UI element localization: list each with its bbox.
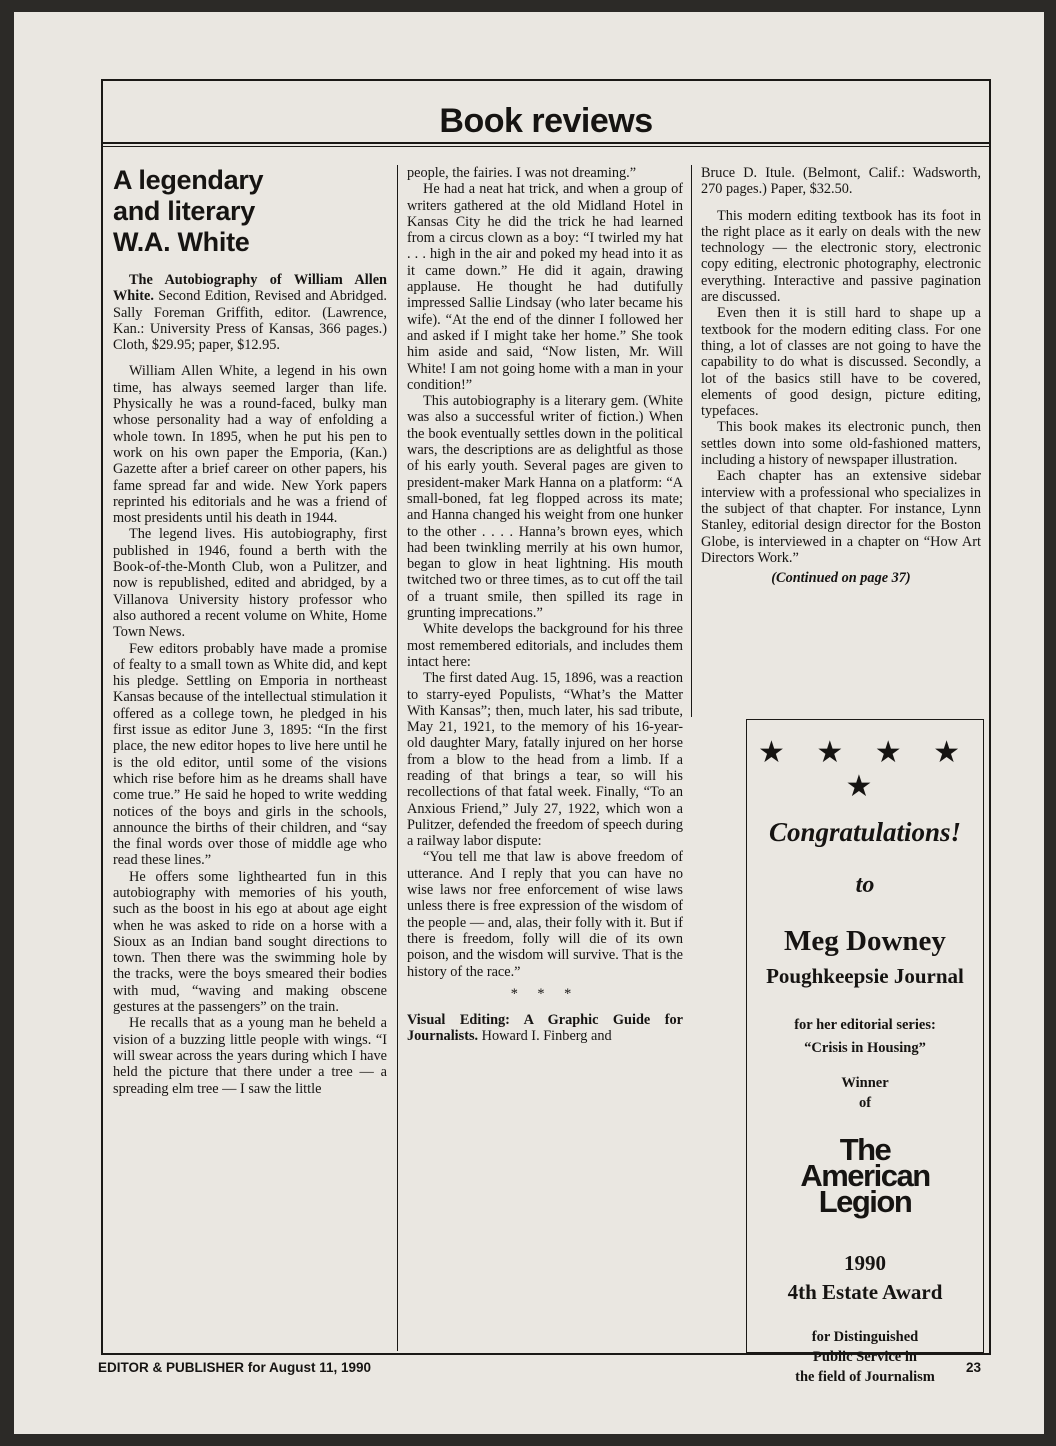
series-title: “Crisis in Housing”: [804, 1040, 926, 1056]
description-line: the field of Journalism: [795, 1369, 935, 1385]
book-details: Second Edition, Revised and Abridged. Sally Foreman Griffith, editor. (Lawrence, Kan.: University Press of Kansas, 366 pages.) Cloth, $29.95; paper, $12.95.: [113, 288, 387, 354]
american-legion-logo: [747, 1132, 983, 1219]
column-2: [407, 165, 683, 1045]
description-line: for Distinguished: [811, 1329, 919, 1345]
ad-congratulations: Congratulations!: [768, 817, 962, 847]
column-rule: [397, 165, 398, 1351]
logo-line: The: [839, 1132, 891, 1167]
continued-note: (Continued on page 37): [771, 570, 911, 587]
series-label: for her editorial series:: [794, 1017, 936, 1033]
award-description: [747, 1327, 983, 1387]
ad-to: to: [855, 872, 875, 898]
honoree-name: Meg Downey: [784, 925, 946, 957]
column-1: [113, 165, 387, 1097]
award-year: 1990: [844, 1251, 886, 1275]
title-rule: [103, 142, 989, 144]
book-citation: [407, 1012, 683, 1045]
logo-line: American: [800, 1158, 930, 1193]
book-title: Visual Editing: A Graphic Guide for Journalists.: [407, 1012, 683, 1045]
section-title: Book reviews: [439, 102, 653, 140]
paragraph: He offers some lighthearted fun in this autobiography with memories of his youth, such as the boost in his ego at about age eight when he was asked to ride on a horse with a Sioux as an Indian band sought directions to town. Then there was the swimming hole by the tracks, were the boys smeared their bodies with mud, “waving and making obscene gestures at the passengers” on the train.: [113, 868, 387, 1016]
column-rule: [691, 165, 692, 717]
headline-line: W.A. White: [113, 227, 250, 257]
section-separator: * * *: [510, 985, 580, 1002]
paragraph: White develops the background for his three most remembered editorials, and includes them intact here:: [407, 621, 683, 670]
award-name: 4th Estate Award: [787, 1280, 943, 1304]
of-text: of: [858, 1095, 872, 1111]
magazine-page: [14, 12, 1044, 1434]
book-details: Howard I. Finberg and: [478, 1028, 612, 1045]
paragraph: William Allen White, a legend in his own time, has always seemed larger than life. Physically he was a round-faced, bulky man whose personality had a way of enfolding a whole town. In 1895, when he put his pen to work on his own paper the Emporia, (Kan.) Gazette after a brief career on other papers, his fame spread far and wide. New York papers reprinted his editorials and he was a friend of most presidents until his death in 1944.: [113, 363, 387, 527]
paragraph: Few editors probably have made a promise of fealty to a small town as White did, and kept his pledge. Settling on Emporia in northeast Kansas because of the intellectual stimulation it offered as a college town, he pledged in his first issue as editor June 3, 1895: “In the first place, the new editor hopes to live here until he is the old editor, until some of the visions which rise before him as he dreams shall have come true.” He said he hoped to write wedding notices of the boys and girls in the schools, announce the births of their children, and “say the final words over those of middle age who read these lines.”: [113, 640, 387, 869]
star-icons: ★ ★ ★ ★ ★: [757, 736, 973, 803]
paragraph: This modern editing textbook has its foot in the right place as it early on deals with the new technology — the electronic story, electronic copy editing, electronic photography, electronic everything. Interactive and passive pagination are discussed.: [701, 207, 981, 306]
headline-line: A legendary: [113, 165, 264, 195]
winner-text: Winner: [841, 1075, 889, 1091]
logo-line: Legion: [818, 1184, 912, 1219]
paragraph: The legend lives. His autobiography, first published in 1946, found a berth with the Book-of-the-Month Club, won a Pulitzer, and now is republished, edited and abridged, by a Villanova University history professor who also authored a recent volume on White, Home Town News.: [113, 526, 387, 641]
description-line: Public Service in: [813, 1349, 917, 1365]
paragraph: He had a neat hat trick, and when a group of writers gathered at the old Midland Hotel in Kansas City he did the trick he had learned from a circus clown as a boy: “I twirled my hat . . . high in the air and poked my head into it as it came down.” He did it again, drawing applause. He thought he had dutifully impressed Sallie Lindsay (who later became his wife). “At the end of the dinner I followed her and asked if I might take her home.” She took him aside and said, “Now listen, Mr. Will White! I am not going home with a man in your condition!”: [407, 181, 683, 393]
paragraph: This book makes its electronic punch, then settles down into some old-fashioned matters, including a history of newspaper illustration.: [701, 419, 981, 469]
page-number: 23: [966, 1360, 982, 1375]
book-citation: [113, 272, 387, 353]
paragraph: The first dated Aug. 15, 1896, was a reaction to starry-eyed Populists, “What’s the Matter With Kansas”; then, much later, his sad tribute, May 21, 1921, to the memory of his 16-year-old daughter Mary, fatally injured on her horse from a blow to the head from a limb. If a reading of that brings a tear, so will his recollections of that fatal week. Finally, “To an Anxious Friend,” July 27, 1922, which won a Pulitzer, defended the freedom of speech during a railway labor dispute:: [407, 670, 683, 850]
book-title: The Autobiography of William Allen White.: [113, 272, 387, 305]
book-details-continued: Bruce D. Itule. (Belmont, Calif.: Wadsworth, 270 pages.) Paper, $32.50.: [701, 165, 981, 198]
headline-line: and literary: [113, 196, 255, 226]
newspaper-name: Poughkeepsie Journal: [766, 964, 964, 988]
paragraph: people, the fairies. I was not dreaming.”: [407, 165, 637, 181]
column-3: [701, 165, 981, 586]
paragraph: He recalls that as a young man he beheld a vision of a buzzing little people with wings. “I will swear across the years during which I have held the picture that there under a tree — a spreading elm tree — I saw the little: [113, 1015, 387, 1097]
title-rule-thin: [103, 146, 989, 147]
paragraph: This autobiography is a literary gem. (White was also a successful writer of fiction.) When the book eventually settles down in the political wars, the descriptions are as delightful as those of his early youth. Several pages are given to president-maker Mark Hanna on a platform: “A small-boned, fat leg flopped across its mate; and Hanna changed his weight from one hunker to the other . . . . Hanna’s brown eyes, which had been twinkling merrily at his own humor, began to glow in heat lightning. His mouth twitched two or three times, as to cut off the tail of a truant smile, then spilled its rage in grunting imprecations.”: [407, 393, 683, 622]
paragraph: Each chapter has an extensive sidebar interview with a professional who specializes in the subject of that chapter. For instance, Lynn Stanley, editorial design director for the Boston Globe, is interviewed in a chapter on “How Art Directors Work.”: [701, 468, 981, 566]
paragraph: “You tell me that law is above freedom of utterance. And I reply that you can have no wise laws nor free enforcement of wise laws unless there is free expression of the wisdom of the people — and, alas, their folly with it. But if there is freedom, folly will die of its own poison, and the wisdom will survive. That is the history of the race.”: [407, 849, 683, 980]
review-headline: [113, 165, 387, 258]
footer-publication: EDITOR & PUBLISHER for August 11, 1990: [98, 1360, 372, 1375]
winner-label: [747, 1073, 983, 1113]
paragraph: Even then it is still hard to shape up a textbook for the modern editing class. For one thing, a lot of classes are not going to have the capability to do what is discussed. Secondly, a lot of the basics still have to be covered, elements of good design, picture editing, typefaces.: [701, 305, 981, 420]
